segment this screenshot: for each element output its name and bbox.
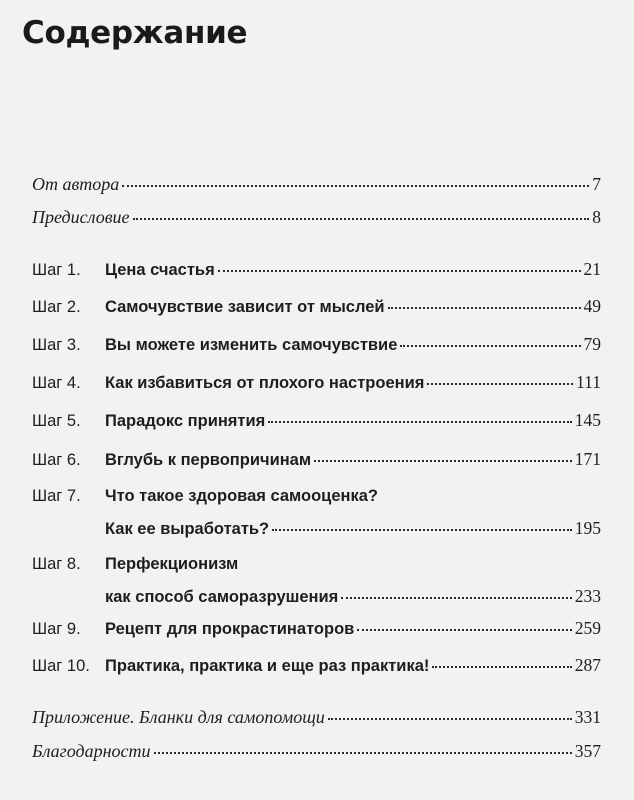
toc-entry-line: [32, 701, 601, 733]
step-title: Вы можете изменить самочувствие: [105, 336, 398, 354]
toc-page-number: 79: [583, 334, 601, 354]
step-title: Как ее выработать?: [105, 520, 270, 538]
step-label: Шаг 6.: [32, 451, 81, 469]
toc-entry-back[interactable]: [32, 701, 601, 733]
dot-leader: [328, 717, 572, 720]
toc-entry-front[interactable]: [32, 168, 601, 200]
toc-entry-title: Благодарности: [32, 741, 151, 761]
toc-page-number: 195: [574, 518, 601, 538]
dot-leader: [427, 382, 573, 385]
step-title: Как избавиться от плохого настроения: [105, 374, 425, 392]
step-title: Цена счастья: [105, 261, 215, 279]
toc-page-number: 49: [583, 296, 601, 316]
dot-leader: [133, 217, 590, 220]
step-label: Шаг 10.: [32, 657, 90, 675]
toc-step-line: [32, 253, 601, 285]
toc-entry-step[interactable]: [32, 443, 601, 475]
dot-leader: [357, 628, 571, 631]
step-label: Шаг 2.: [32, 298, 81, 316]
toc-entry-step[interactable]: [32, 366, 601, 398]
step-title: Вглубь к первопричинам: [105, 451, 312, 469]
step-label: Шаг 3.: [32, 336, 81, 354]
step-title: Перфекционизм: [105, 555, 239, 573]
step-title: Что такое здоровая самооценка?: [105, 487, 378, 505]
toc-entry-step[interactable]: [32, 480, 601, 544]
toc-page-number: 21: [583, 259, 601, 279]
dot-leader: [122, 184, 589, 187]
toc-step-line: [32, 404, 601, 436]
toc-page-number: 8: [592, 207, 601, 227]
page-title: Содержание: [22, 15, 248, 51]
toc-page-number: 357: [574, 741, 601, 761]
toc-entry-step[interactable]: [32, 290, 601, 322]
toc-step-line: [32, 580, 601, 612]
step-title: Самочувствие зависит от мыслей: [105, 298, 385, 316]
step-title: Парадокс принятия: [105, 412, 266, 430]
step-label: Шаг 9.: [32, 620, 81, 638]
toc-entry-title: Приложение. Бланки для самопомощи: [32, 707, 325, 727]
toc-page-number: 287: [574, 655, 601, 675]
toc-entry-line: [32, 735, 601, 767]
toc-page-number: 331: [574, 707, 601, 727]
toc-step-line: [32, 612, 601, 644]
toc-entry-step[interactable]: [32, 612, 601, 644]
toc-page-number: 145: [574, 410, 601, 430]
toc-step-line: [32, 290, 601, 322]
toc-entry-step[interactable]: [32, 253, 601, 285]
toc-entry-step[interactable]: [32, 404, 601, 436]
step-label: Шаг 4.: [32, 374, 81, 392]
step-title: Практика, практика и еще раз практика!: [105, 657, 430, 675]
dot-leader: [432, 665, 571, 668]
dot-leader: [154, 751, 572, 754]
step-title: Рецепт для прокрастинаторов: [105, 620, 355, 638]
toc-page-number: 7: [592, 174, 601, 194]
dot-leader: [268, 420, 571, 423]
toc-entry-step[interactable]: [32, 328, 601, 360]
toc-page-number: 111: [576, 372, 601, 392]
dot-leader: [218, 269, 581, 272]
step-label: Шаг 1.: [32, 261, 81, 279]
toc-step-line: [32, 328, 601, 360]
dot-leader: [341, 596, 571, 599]
toc-entry-title: Предисловие: [32, 207, 130, 227]
step-label: Шаг 8.: [32, 555, 81, 573]
toc-page-number: 259: [574, 618, 601, 638]
toc-entry-line: [32, 168, 601, 200]
toc-step-line: [32, 366, 601, 398]
toc-step-line: [32, 512, 601, 544]
toc-step-line: [32, 548, 601, 580]
toc-entry-step[interactable]: [32, 649, 601, 681]
dot-leader: [272, 528, 572, 531]
toc-step-line: [32, 443, 601, 475]
toc-entry-front[interactable]: [32, 201, 601, 233]
step-label: Шаг 7.: [32, 487, 81, 505]
toc-entry-step[interactable]: [32, 548, 601, 612]
toc-step-line: [32, 480, 601, 512]
step-label: Шаг 5.: [32, 412, 81, 430]
dot-leader: [314, 459, 572, 462]
toc-entry-line: [32, 201, 601, 233]
toc-page-number: 233: [574, 586, 601, 606]
toc-entry-title: От автора: [32, 174, 120, 194]
toc-page-number: 171: [574, 449, 601, 469]
toc-step-line: [32, 649, 601, 681]
dot-leader: [388, 306, 581, 309]
toc-entry-back[interactable]: [32, 735, 601, 767]
dot-leader: [400, 344, 580, 347]
step-title: как способ саморазрушения: [105, 588, 339, 606]
